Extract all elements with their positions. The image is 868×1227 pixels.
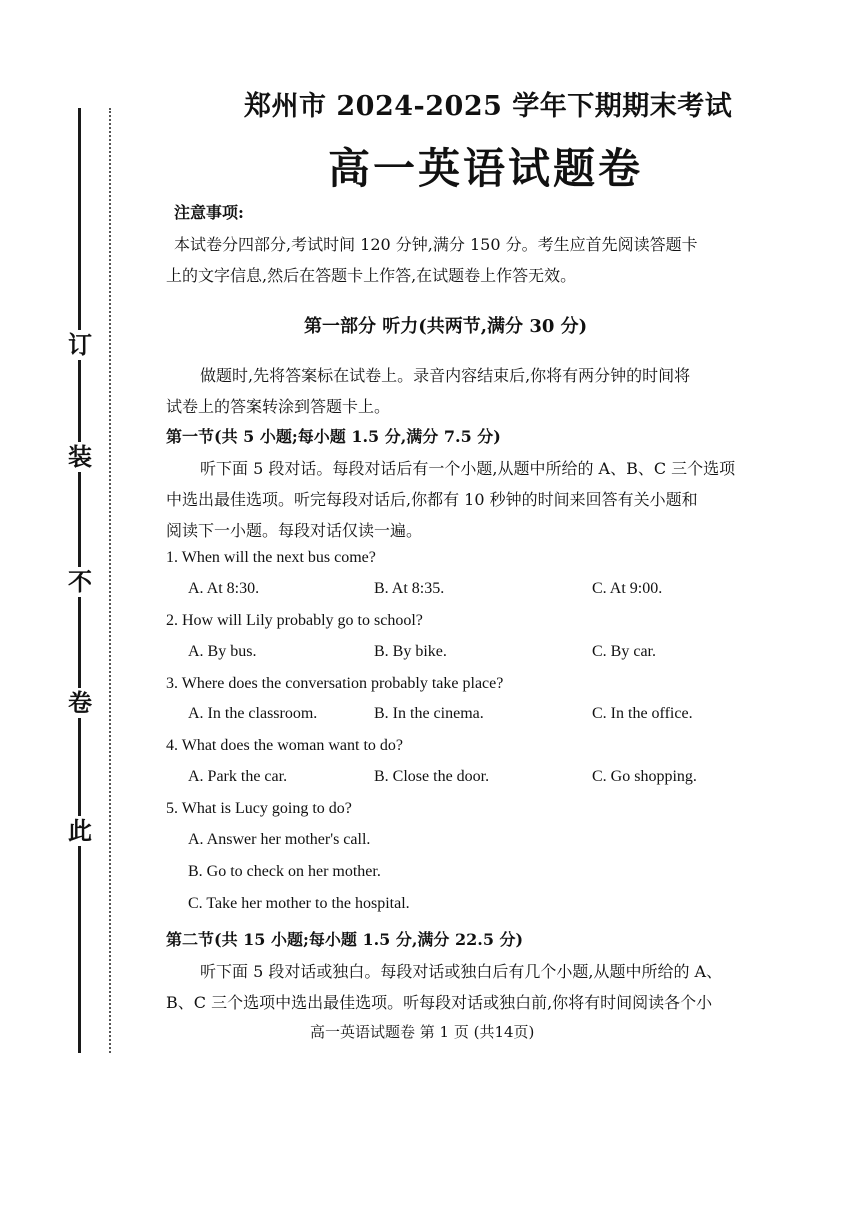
question-1-stem: 1. When will the next bus come? bbox=[166, 549, 376, 566]
page-footer: 高一英语试题卷 第 1 页 (共14页) bbox=[310, 1023, 535, 1041]
notice-line-2: 上的文字信息,然后在答题卡上作答,在试题卷上作答无效。 bbox=[166, 266, 577, 285]
part1-heading: 第一部分 听力(共两节,满分 30 分) bbox=[304, 316, 588, 337]
section2-instruction-2: B、C 三个选项中选出最佳选项。听每段对话或独白前,你将有时间阅读各个小 bbox=[166, 993, 713, 1012]
question-3-stem: 3. Where does the conversation probably take place? bbox=[166, 675, 504, 692]
question-3-option-a: A. In the classroom. bbox=[188, 705, 318, 722]
question-3-option-c: C. In the office. bbox=[592, 705, 693, 722]
section2-heading: 第二节(共 15 小题;每小题 1.5 分,满分 22.5 分) bbox=[166, 930, 524, 949]
binding-char-zhuang: 装 bbox=[68, 442, 92, 471]
section2-instruction-1: 听下面 5 段对话或独白。每段对话或独白后有几个小题,从题中所给的 A、 bbox=[200, 962, 723, 981]
question-5-option-b: B. Go to check on her mother. bbox=[188, 863, 381, 880]
binding-dotted-line bbox=[109, 108, 111, 1053]
part1-instruction-1: 做题时,先将答案标在试卷上。录音内容结束后,你将有两分钟的时间将 bbox=[200, 366, 691, 385]
binding-char-ding: 订 bbox=[68, 330, 92, 359]
binding-char-juan: 卷 bbox=[68, 688, 92, 717]
section1-instruction-2: 中选出最佳选项。听完每段对话后,你都有 10 秒钟的时间来回答有关小题和 bbox=[166, 490, 698, 509]
question-2-option-c: C. By car. bbox=[592, 643, 656, 660]
question-5-option-a: A. Answer her mother's call. bbox=[188, 831, 371, 848]
notice-line-1: 本试卷分四部分,考试时间 120 分钟,满分 150 分。考生应首先阅读答题卡 bbox=[174, 235, 698, 254]
part1-instruction-2: 试卷上的答案转涂到答题卡上。 bbox=[166, 397, 391, 416]
question-4-option-c: C. Go shopping. bbox=[592, 768, 697, 785]
question-1-option-c: C. At 9:00. bbox=[592, 580, 663, 597]
binding-char-ci: 此 bbox=[68, 816, 92, 845]
paper-title: 高一英语试题卷 bbox=[328, 144, 644, 193]
question-2-option-b: B. By bike. bbox=[374, 643, 447, 660]
notice-heading: 注意事项: bbox=[174, 203, 244, 222]
question-1-option-b: B. At 8:35. bbox=[374, 580, 445, 597]
question-4-stem: 4. What does the woman want to do? bbox=[166, 737, 403, 754]
question-5-stem: 5. What is Lucy going to do? bbox=[166, 800, 352, 817]
question-4-option-b: B. Close the door. bbox=[374, 768, 490, 785]
question-1-option-a: A. At 8:30. bbox=[188, 580, 260, 597]
question-4-option-a: A. Park the car. bbox=[188, 768, 288, 785]
section1-heading: 第一节(共 5 小题;每小题 1.5 分,满分 7.5 分) bbox=[166, 427, 501, 446]
question-3-option-b: B. In the cinema. bbox=[374, 705, 484, 722]
section1-instruction-1: 听下面 5 段对话。每段对话后有一个小题,从题中所给的 A、B、C 三个选项 bbox=[200, 459, 736, 478]
question-5-option-c: C. Take her mother to the hospital. bbox=[188, 895, 410, 912]
question-2-option-a: A. By bus. bbox=[188, 643, 257, 660]
question-2-stem: 2. How will Lily probably go to school? bbox=[166, 612, 423, 629]
binding-char-bu: 不 bbox=[68, 567, 92, 596]
section1-instruction-3: 阅读下一小题。每段对话仅读一遍。 bbox=[166, 521, 423, 540]
exam-title: 郑州市 2024-2025 学年下期期末考试 bbox=[244, 91, 733, 122]
